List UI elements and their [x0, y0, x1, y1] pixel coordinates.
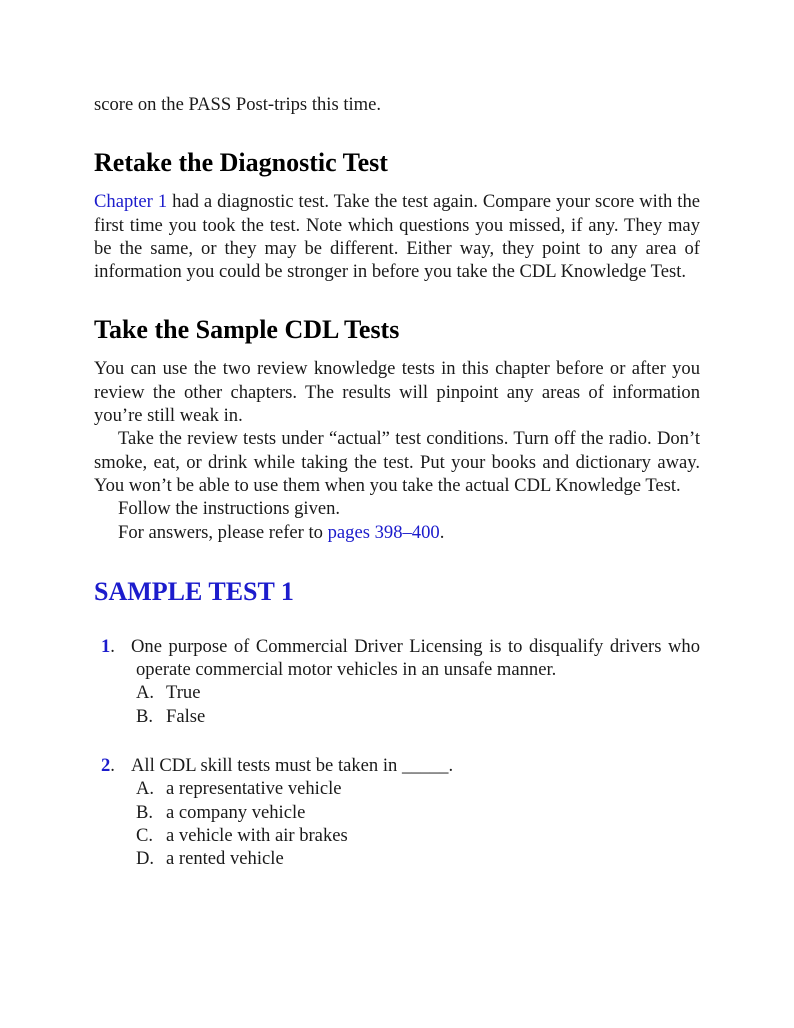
option-b [136, 705, 700, 728]
option-c [136, 824, 700, 847]
option-text: a representative vehicle [166, 778, 342, 800]
sample-tests-paragraph-2: Take the review tests under “actual” test conditions. Turn off the radio. Don’t smoke, eat, or drink while taking the test. Put your books and dictionary away. You won’t be able to use them when you take the actual CDL Knowledge Test. [94, 428, 700, 496]
sample-tests-paragraph-1: You can use the two review knowledge tests in this chapter before or after you review the other chapters. The results will pinpoint any areas of information you’re still weak in. [94, 358, 700, 427]
question-text: One purpose of Commercial Driver Licensing is to disqualify drivers who operate commercial motor vehicles in an unsafe manner. [131, 635, 700, 681]
diagnostic-paragraph [94, 190, 700, 283]
options-list [101, 681, 700, 728]
option-d [136, 847, 700, 870]
diagnostic-heading: Retake the Diagnostic Test [94, 148, 388, 178]
answer-pages-link[interactable]: pages 398–400 [327, 521, 440, 543]
option-text: False [166, 705, 206, 727]
question-stem [101, 635, 700, 682]
option-text: True [166, 682, 201, 704]
question-1 [101, 635, 700, 728]
option-letter: C. [136, 824, 154, 846]
option-letter: A. [136, 682, 155, 704]
question-2 [101, 754, 700, 870]
carryover-paragraph: score on the PASS Post-trips this time. [94, 94, 382, 115]
question-number: 1. [101, 635, 115, 657]
option-b [136, 801, 700, 824]
option-letter: A. [136, 778, 155, 800]
option-a [136, 681, 700, 704]
question-stem [101, 754, 700, 777]
option-text: a company vehicle [166, 801, 306, 823]
answers-prefix-text: For answers, please refer to [118, 521, 328, 543]
question-number: 2. [101, 755, 115, 777]
option-text: a rented vehicle [166, 848, 284, 870]
sample-tests-heading: Take the Sample CDL Tests [94, 315, 400, 345]
option-text: a vehicle with air brakes [166, 824, 348, 846]
question-text: All CDL skill tests must be taken in _____. [131, 755, 454, 777]
option-letter: B. [136, 801, 154, 823]
chapter-1-link[interactable]: Chapter 1 [94, 191, 168, 213]
answers-suffix-text: . [439, 521, 445, 543]
option-letter: B. [136, 705, 154, 727]
sample-test-title: SAMPLE TEST 1 [94, 576, 294, 606]
option-letter: D. [136, 848, 155, 870]
diagnostic-body-text: had a diagnostic test. Take the test again. Compare your score with the first time you took the test. Note which questions you missed, if any. They may be the same, or they may be different. Either way, they point to any area of information you could be stronger in before you take the CDL Knowledge Test. [94, 191, 700, 283]
page-content [94, 93, 700, 871]
option-a [136, 777, 700, 800]
sample-tests-paragraph-3: Follow the instructions given. [118, 498, 341, 520]
options-list [101, 777, 700, 870]
sample-tests-paragraph-4 [94, 521, 700, 544]
